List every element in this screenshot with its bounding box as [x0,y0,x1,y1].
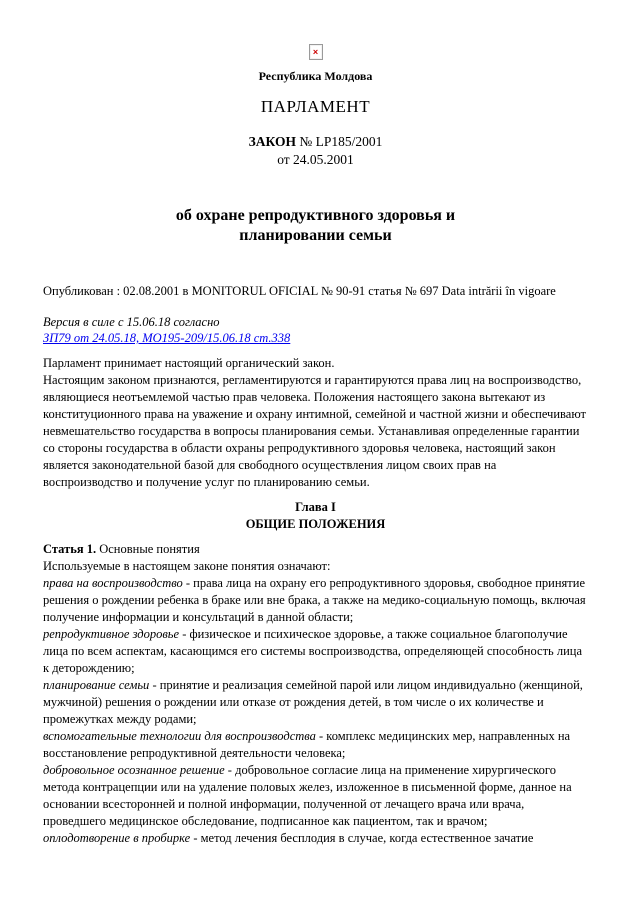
amendment-link-line [43,330,588,346]
chapter-heading [43,499,588,533]
definition-term: планирование семьи [43,678,150,692]
country-heading: Республика Молдова [258,69,373,83]
law-body [43,355,588,847]
document-content [0,44,640,847]
version-note: Версия в силе с 15.06.18 согласно [43,315,220,329]
law-title-line2: планировании семьи [239,227,392,244]
definition-item [43,762,588,830]
definition-item [43,677,588,728]
definition-text: - добровольное согласие лица на применение хирургического метода контрацепции или на удаление половых желез, изложенное в письменной форме, данное на основании всесторонней и полной информации, полученной от лечащего врача или врача, проведшего медицинское обследование, подписанное как пациентом, так и врачом; [43,763,572,828]
law-title [43,206,588,246]
amendment-link[interactable]: ЗП79 от 24.05.18, МО195-209/15.06.18 ст.338 [43,331,291,345]
law-label: ЗАКОН [248,134,296,149]
definition-item [43,728,588,762]
law-date: от 24.05.2001 [277,152,354,167]
definition-term: вспомогательные технологии для воспроизводства [43,729,316,743]
publication-line: Опубликован : 02.08.2001 в MONITORUL OFICIAL № 90-91 статья № 697 Data intrării în vigoare [43,284,556,298]
definition-item [43,575,588,626]
chapter-title: ОБЩИЕ ПОЛОЖЕНИЯ [245,517,386,531]
law-number: № LP185/2001 [299,134,383,149]
definition-text: - принятие и реализация семейной парой или лицом индивидуально (женщиной, мужчиной) решения о рождении или отказе от рождения детей, в том числе о их количестве и промежутках между родами; [43,678,583,726]
law-title-line1: об охране репродуктивного здоровья и [175,207,456,224]
article-label: Статья 1. [43,542,97,556]
preamble-paragraph: Настоящим законом признаются, регламентируются и гарантируются права лиц на воспроизводство, являющиеся неотъемлемой частью прав человека. Положения настоящего закона вытекают из конституционного права на уважение и охрану интимной, семейной и частной жизни и обеспечивают невмешательство государства в вопросы планирования семьи. Устанавливая определенные гарантии со стороны государства в области охраны репродуктивного здоровья человека, настоящий закон является законодательной базой для свободного осуществления лицом своих прав на воспроизводство и получение услуг по планированию семьи. [43,373,586,489]
definition-text: - права лица на охрану его репродуктивного здоровья, свободное принятие решения о рождении ребенка в браке или вне брака, а также на медико-социальную помощь, включая получение информации и консультаций в данной области; [43,576,586,624]
definition-text: - комплекс медицинских мер, направленных на восстановление репродуктивной деятельности человека; [43,729,571,760]
broken-image-x-glyph: × [312,46,319,57]
definitions-intro: Используемые в настоящем законе понятия означают: [43,559,331,573]
definition-text: - физическое и психическое здоровье, а также социальное благополучие лица по всем аспектам, касающимся его системы воспроизводства, определяющей способность лица к деторождению; [43,627,583,675]
article-title: Основные понятия [99,542,200,556]
definition-item [43,626,588,677]
definition-text: - метод лечения бесплодия в случае, когда естественное зачатие [190,831,534,845]
enactment-line: Парламент принимает настоящий органический закон. [43,356,335,370]
definition-item [43,830,588,847]
broken-image-icon [309,44,323,60]
law-number-line [43,134,588,150]
article-heading [43,541,588,558]
chapter-label: Глава I [295,500,336,514]
parliament-heading: ПАРЛАМЕНТ [260,97,371,116]
definition-term: оплодотворение в пробирке [43,831,191,845]
definition-term: права на воспроизводство [43,576,183,590]
definition-term: добровольное осознанное решение [43,763,225,777]
definition-term: репродуктивное здоровье [43,627,180,641]
